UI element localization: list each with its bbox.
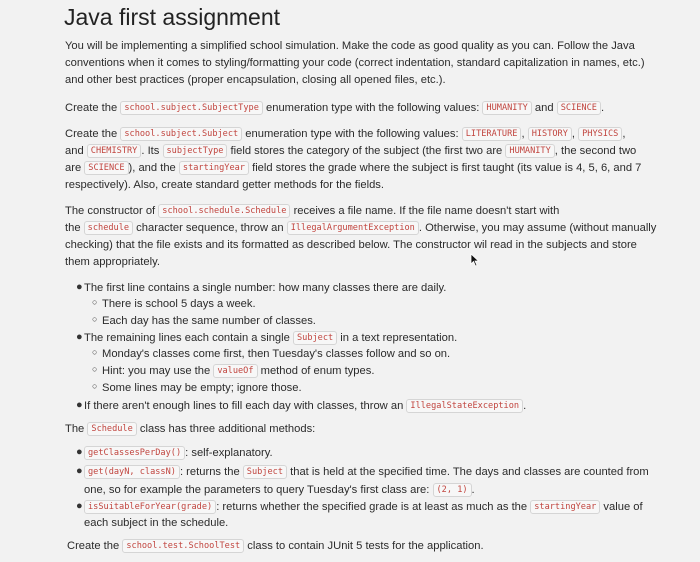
inline-code: subjectType <box>163 144 228 158</box>
text: receives a file name. If the file name doesn't start with <box>290 205 560 217</box>
inline-code: Schedule <box>87 422 136 436</box>
text: Hint: you may use the <box>102 365 214 377</box>
page-title: Java first assignment <box>64 4 281 30</box>
mouse-cursor-icon <box>470 253 480 270</box>
inline-code: CHEMISTRY <box>87 144 142 158</box>
text: The remaining lines each contain a single <box>84 332 293 344</box>
text: . <box>523 400 527 412</box>
list-item-continuation <box>84 482 475 500</box>
list-item: There is school 5 days a week. <box>102 298 256 310</box>
circle-bullet-icon: ○ <box>92 381 98 391</box>
bullet-icon: ● <box>76 331 83 343</box>
text: enumeration type with the following values: <box>242 128 462 140</box>
text: : returns whether the specified grade is at least as much as the <box>216 501 531 513</box>
intro-line-3: and other best practices (proper encapsulation, closing all opened files, etc.). <box>65 74 446 86</box>
text: ), and the <box>128 162 179 174</box>
intro-line-2: conventions when it comes to styling/formatting your code (correct indentation, standard capitalization in names, etc.) <box>65 57 645 69</box>
inline-code: HUMANITY <box>505 144 554 158</box>
text: : self-explanatory. <box>185 447 273 459</box>
inline-code: HUMANITY <box>482 101 531 115</box>
text: . Its <box>141 145 163 157</box>
intro-line-1: You will be implementing a simplified school simulation. Make the code as good quality as you can. Follow the Java <box>65 40 635 52</box>
schedule-paragraph-line-2 <box>65 220 656 238</box>
subject-paragraph-line-4: respectively). Also, create standard getter methods for the fields. <box>65 179 385 191</box>
inline-code: HISTORY <box>528 127 572 141</box>
text: in a text representation. <box>337 332 458 344</box>
text: one, so for example the parameters to query Tuesday's first class are: <box>84 484 433 496</box>
text: , <box>571 128 579 140</box>
text: class has three additional methods: <box>136 423 316 435</box>
inline-code: PHYSICS <box>578 127 622 141</box>
circle-bullet-icon: ○ <box>92 347 98 357</box>
text: and <box>65 145 87 157</box>
inline-code: getClassesPerDay() <box>84 446 185 460</box>
test-paragraph <box>67 538 484 556</box>
text: field stores the category of the subject (the first two are <box>227 145 506 157</box>
text: Create the <box>65 128 121 140</box>
text: If there aren't enough lines to fill each day with classes, throw an <box>84 400 407 412</box>
inline-code: (2, 1) <box>433 483 472 497</box>
text: . <box>600 102 605 114</box>
inline-code: schedule <box>84 221 133 235</box>
subjecttype-paragraph <box>65 100 604 118</box>
list-item <box>102 363 374 381</box>
circle-bullet-icon: ○ <box>92 364 98 374</box>
schedule-paragraph-line-4: them appropriately. <box>65 256 160 268</box>
text: . Otherwise, you may assume (without manually <box>418 222 657 234</box>
text: The constructor of <box>65 205 159 217</box>
inline-code: IllegalStateException <box>406 399 523 413</box>
text: are <box>65 162 85 174</box>
text: that is held at the specified time. The days and classes are counted from <box>287 466 649 478</box>
list-item: The first line contains a single number: how many classes there are daily. <box>84 282 447 294</box>
inline-code: IllegalArgumentException <box>287 221 419 235</box>
text: The <box>65 423 88 435</box>
text: , the second two <box>554 145 637 157</box>
list-item <box>84 445 273 463</box>
text: Create the <box>65 102 121 114</box>
bullet-icon: ● <box>76 281 83 293</box>
inline-code: school.subject.SubjectType <box>120 101 263 115</box>
text: , <box>622 128 626 140</box>
inline-code: startingYear <box>530 500 600 514</box>
list-item <box>84 499 643 517</box>
inline-code: get(dayN, classN) <box>84 465 180 479</box>
inline-code: school.subject.Subject <box>120 127 242 141</box>
subject-paragraph-line-1 <box>65 126 625 144</box>
text: method of enum types. <box>257 365 375 377</box>
inline-code: isSuitableForYear(grade) <box>84 500 216 514</box>
text: . <box>471 484 475 496</box>
list-item: Monday's classes come first, then Tuesday's classes follow and so on. <box>102 348 451 360</box>
schedule-paragraph-line-3: checking) that the file exists and its formatted as described below. The constructor wil read in the subjects and store <box>65 239 637 251</box>
circle-bullet-icon: ○ <box>92 314 98 324</box>
text: field stores the grade where the subject is first taught (its value is 4, 5, 6, and 7 <box>248 162 642 174</box>
text: Create the <box>67 540 123 552</box>
circle-bullet-icon: ○ <box>92 297 98 307</box>
text: : returns the <box>179 466 243 478</box>
inline-code: SCIENCE <box>557 101 601 115</box>
list-item <box>84 330 457 348</box>
bullet-icon: ● <box>76 500 83 512</box>
subject-paragraph-line-3 <box>65 160 641 178</box>
text: the <box>65 222 84 234</box>
text: value of <box>600 501 643 513</box>
inline-code: Subject <box>293 331 337 345</box>
text: class to contain JUnit 5 tests for the application. <box>244 540 484 552</box>
text: and <box>531 102 557 114</box>
list-item: Each day has the same number of classes. <box>102 315 316 327</box>
inline-code: valueOf <box>213 364 257 378</box>
list-item <box>84 464 649 482</box>
list-item <box>84 398 526 416</box>
bullet-icon: ● <box>76 465 83 477</box>
list-item: Some lines may be empty; ignore those. <box>102 382 302 394</box>
inline-code: Subject <box>243 465 287 479</box>
inline-code: school.test.SchoolTest <box>122 539 244 553</box>
inline-code: startingYear <box>179 161 249 175</box>
inline-code: LITERATURE <box>462 127 522 141</box>
subject-paragraph-line-2 <box>65 143 636 161</box>
bullet-icon: ● <box>76 446 83 458</box>
inline-code: school.schedule.Schedule <box>158 204 290 218</box>
text: , <box>521 128 528 140</box>
schedule-paragraph-line-1 <box>65 203 559 221</box>
inline-code: SCIENCE <box>84 161 128 175</box>
list-item-continuation: each subject in the schedule. <box>84 517 229 529</box>
bullet-icon: ● <box>76 399 83 411</box>
text: enumeration type with the following values: <box>262 102 483 114</box>
methods-intro <box>65 421 315 439</box>
text: character sequence, throw an <box>133 222 287 234</box>
